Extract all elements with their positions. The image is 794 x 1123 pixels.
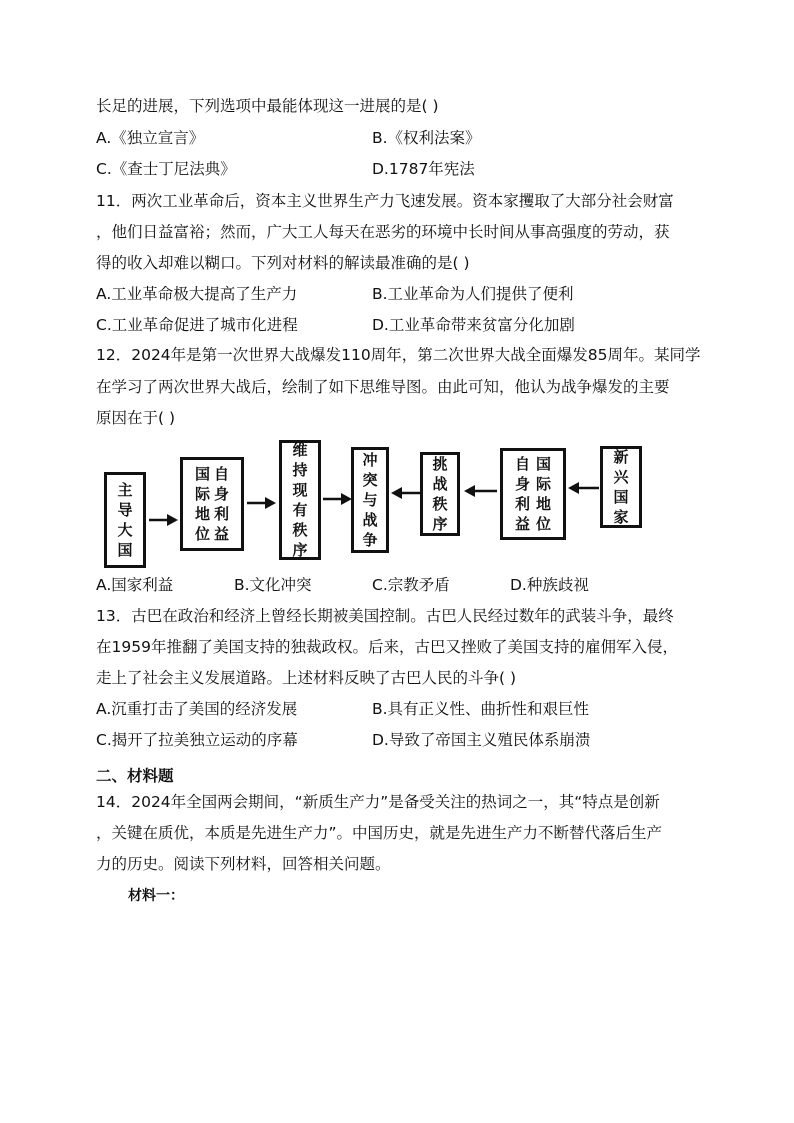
mind-map-box-dominant-power	[104, 472, 146, 568]
q12-option-a: A.国家利益	[96, 576, 174, 594]
vertical-text: 国 际 地 位	[535, 455, 551, 533]
q11-option-c: C.工业革命促进了城市化进程	[96, 316, 298, 334]
q10-option-c: C.《查士丁尼法典》	[96, 160, 236, 178]
q10-option-a: A.《独立宣言》	[96, 129, 205, 147]
q12-option-b: B.文化冲突	[234, 576, 312, 594]
q11-option-b: B.工业革命为人们提供了便利	[372, 285, 574, 303]
mind-map-box-maintain-order	[279, 440, 321, 560]
mind-map-box-intl-status	[500, 448, 566, 540]
q10-option-b: B.《权利法案》	[372, 129, 481, 147]
vertical-text: 新 兴 国 家	[613, 448, 629, 526]
q11-stem-line-3: 得的收入却难以糊口。下列对材料的解读最准确的是( )	[96, 254, 470, 272]
q13-stem-line-2: 在1959年推翻了美国支持的独裁政权。后来，古巴又挫败了美国支持的雇佣军入侵，	[96, 638, 678, 656]
vertical-text: 挑 战 秩 序	[432, 455, 448, 533]
vertical-text: 自 身 利 益	[515, 455, 531, 533]
q13-option-a: A.沉重打击了美国的经济发展	[96, 700, 298, 718]
q11-stem-line-1: 11．两次工业革命后，资本主义世界生产力飞速发展。资本家攫取了大部分社会财富	[96, 192, 674, 210]
arrow-left-icon	[464, 484, 498, 498]
vertical-text: 自 身 利 益	[213, 465, 229, 543]
q10-stem: 长足的进展，下列选项中最能体现这一进展的是( )	[96, 97, 439, 115]
q11-stem-line-2: ，他们日益富裕；然而，广大工人每天在恶劣的环境中长时间从事高强度的劳动，获	[96, 223, 670, 241]
vertical-text: 冲 突 与 战 争	[362, 451, 378, 549]
material-one-label: 材料一：	[128, 888, 184, 904]
q12-stem-line-1: 12．2024年是第一次世界大战爆发110周年，第二次世界大战全面爆发85周年。某同学	[96, 346, 701, 364]
mind-map-box-emerging-nation	[600, 446, 642, 528]
q11-option-d: D.工业革命带来贫富分化加剧	[372, 316, 575, 334]
arrow-left-icon	[568, 481, 600, 495]
q14-stem-line-2: ，关键在质优，本质是先进生产力”。中国历史，就是先进生产力不断替代落后生产	[96, 824, 663, 842]
q12-option-c: C.宗教矛盾	[372, 576, 450, 594]
q13-option-c: C.揭开了拉美独立运动的序幕	[96, 731, 298, 749]
arrow-right-icon	[323, 492, 353, 506]
q13-option-b: B.具有正义性、曲折性和艰巨性	[372, 700, 590, 718]
q13-stem-line-3: 走上了社会主义发展道路。上述材料反映了古巴人民的斗争( )	[96, 669, 517, 687]
q13-stem-line-1: 13．古巴在政治和经济上曾经长期被美国控制。古巴人民经过数年的武装斗争，最终	[96, 607, 674, 625]
vertical-text: 主 导 大 国	[117, 481, 133, 559]
q12-stem-line-2: 在学习了两次世界大战后，绘制了如下思维导图。由此可知，他认为战争爆发的主要	[96, 378, 670, 396]
mind-map-box-conflict-war	[351, 447, 389, 553]
q10-option-d: D.1787年宪法	[372, 160, 475, 178]
q14-stem-line-1: 14．2024年全国两会期间，“新质生产力”是备受关注的热词之一，其“特点是创新	[96, 793, 660, 811]
arrow-right-icon	[247, 496, 277, 510]
q12-option-d: D.种族歧视	[510, 576, 589, 594]
mind-map-box-challenge-order	[420, 452, 460, 536]
q12-stem-line-3: 原因在于( )	[96, 409, 176, 427]
mind-map-box-self-interest	[180, 457, 244, 551]
q13-option-d: D.导致了帝国主义殖民体系崩溃	[372, 731, 591, 749]
q11-option-a: A.工业革命极大提高了生产力	[96, 285, 298, 303]
section-title: 二、材料题	[96, 767, 174, 785]
vertical-text: 国 际 地 位	[195, 465, 211, 543]
arrow-left-icon	[391, 486, 421, 500]
vertical-text: 维 持 现 有 秩 序	[292, 441, 308, 559]
arrow-right-icon	[149, 513, 179, 527]
q14-stem-line-3: 力的历史。阅读下列材料，回答相关问题。	[96, 855, 391, 873]
